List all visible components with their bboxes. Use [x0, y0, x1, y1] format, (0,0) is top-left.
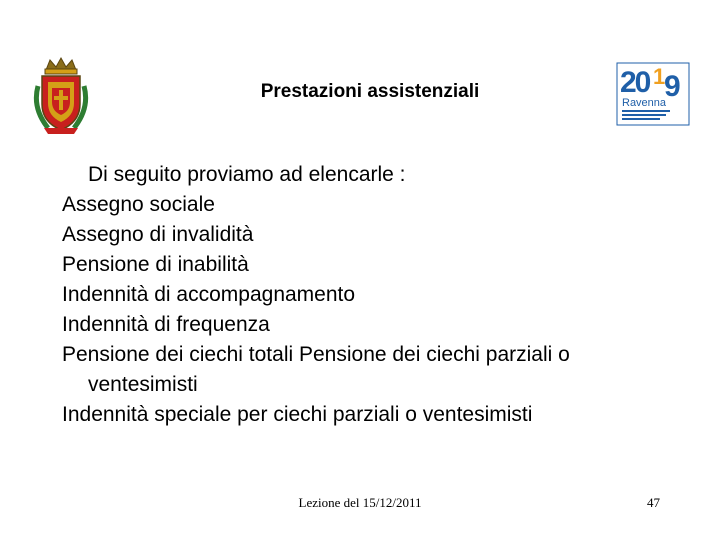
svg-text:Ravenna: Ravenna — [622, 97, 667, 109]
list-item: Assegno sociale — [62, 193, 215, 216]
list-item: Indennità speciale per ciechi parziali o ventesimisti — [62, 403, 533, 426]
list-item: Indennità di accompagnamento — [62, 283, 356, 306]
intro-line: Di seguito proviamo ad elencarle : — [88, 163, 406, 186]
svg-text:9: 9 — [664, 70, 681, 103]
list-item-long: Pensione dei ciechi totali Pensione dei ciechi parziali o — [62, 343, 570, 366]
coat-of-arms-icon — [30, 56, 92, 136]
footer-lecture-date: Lezione del 15/12/2011 — [298, 495, 422, 510]
slide-footer — [0, 494, 720, 514]
slide-title: Prestazioni assistenziali — [260, 81, 480, 102]
list-item: Assegno di invalidità — [62, 223, 254, 246]
list-item: Indennità di frequenza — [62, 313, 270, 336]
ravenna-2019-logo — [616, 62, 690, 126]
list-item-long-continuation: ventesimisti — [88, 373, 198, 396]
content-body — [62, 160, 682, 430]
svg-text:20: 20 — [620, 66, 650, 99]
list-item: Pensione di inabilità — [62, 253, 249, 276]
svg-text:1: 1 — [653, 64, 666, 89]
page-number: 47 — [647, 495, 660, 510]
